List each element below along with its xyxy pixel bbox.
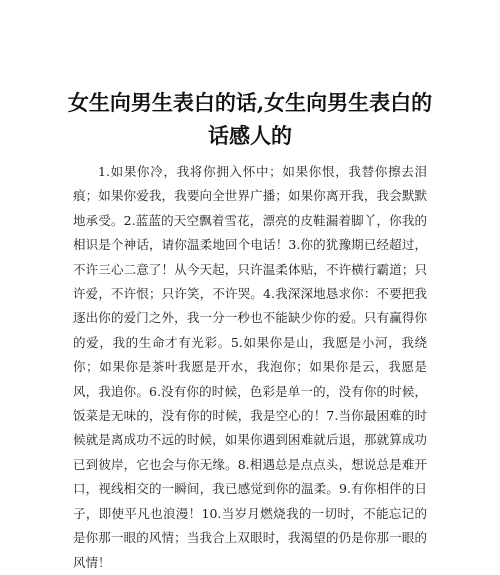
document-body: 1.如果你冷，我将你拥入怀中；如果你恨，我替你擦去泪痕；如果你爱我，我要向全世界广播；如果你离开我，我会默默地承受。2.蓝蓝的天空飘着雪花，漂亮的皮鞋漏着脚丫，你我的相识是个神话，请你温柔地回个电话！3.你的犹豫期已经超过，不许三心二意了！从今天起，只许温柔体贴，不许横行霸道；只许爱，不许恨；只许笑，不许哭。4.我深深地恳求你：不要把我逐出你的爱门之外，我一分一秒也不能缺少你的爱。只有赢得你的爱，我的生命才有光彩。5.如果你是山，我愿是小河，我绕你；如果你是茶叶我愿是开水，我泡你；如果你是云，我愿是风，我追你。6.没有你的时候，色彩是单一的，没有你的时候，饭菜是无味的，没有你的时候，我是空心的！7.当你最困难的时候就是离成功不远的时候，如果你遇到困难就后退，那就算成功已到彼岸，它也会与你无缘。8.相遇总是点点头，想说总是难开口，视线相交的一瞬间，我已感觉到你的温柔。9.有你相伴的日子，即使平凡也浪漫！10.当岁月燃烧我的一切时，不能忘记的是你那一眼的风情；当我合上双眼时，我渴望的仍是你那一眼的风情！ bbox=[73, 164, 427, 570]
document-title: 女生向男生表白的话,女生向男生表白的话感人的 bbox=[67, 90, 433, 148]
